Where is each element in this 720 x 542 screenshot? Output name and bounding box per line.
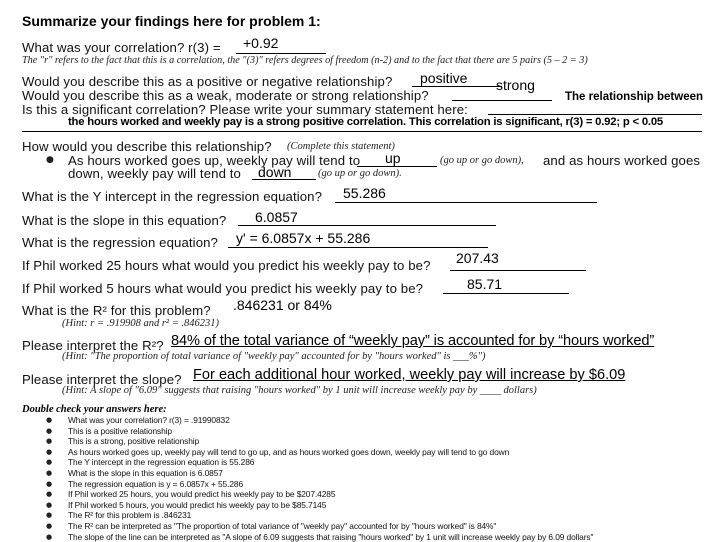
- answer-predict-5: 85.71: [467, 276, 503, 292]
- answer-line: [236, 53, 326, 54]
- answer-line: [357, 166, 437, 167]
- hint-interpret-slope: (Hint: A slope of "6.09" suggests that raising "hours worked" by 1 unit will increase weekly pay by ____ dollars): [62, 385, 537, 396]
- question-significance: Is this a significant correlation? Please write your summary statement here:: [22, 102, 468, 117]
- answer-intercept: 55.286: [343, 185, 386, 201]
- answer-go-down: down: [258, 164, 292, 180]
- answer-equation: y' = 6.0857x + 55.286: [236, 230, 371, 246]
- answer-interpret-slope: For each additional hour worked, weekly pay will increase by $6.09: [193, 367, 626, 383]
- question-strength: Would you describe this as a weak, moderate or strong relationship?: [22, 88, 429, 103]
- answer-line: [452, 100, 552, 101]
- hint-correlation: The "r" refers to the fact that this is a correlation, the "(3)" refers degrees of freedom (n-2) and to the fact that there are 5 pairs (5 – 2 = 3): [22, 55, 588, 66]
- bullet-icon: ●: [46, 500, 53, 509]
- double-check-item: This is a strong, positive relationship: [68, 436, 200, 447]
- double-check-item: The Y intercept in the regression equation is 55.286: [68, 457, 255, 468]
- answer-r-squared: .846231 or 84%: [233, 297, 332, 313]
- question-intercept: What is the Y intercept in the regression equation?: [22, 189, 323, 204]
- answer-line: [335, 202, 597, 203]
- question-interpret-slope: Please interpret the slope?: [22, 372, 182, 387]
- answer-summary-start: The relationship between: [565, 91, 704, 103]
- answer-line: [412, 86, 502, 87]
- bullet-icon: ●: [46, 469, 53, 477]
- statement-line1b: and as hours worked goes: [543, 153, 701, 168]
- bullet-icon: ●: [46, 522, 53, 530]
- statement-line1: As hours worked goes up, weekly pay will tend to: [68, 153, 361, 168]
- double-check-item: The slope of the line can be interpreted as "A slope of 6.09 suggests that raising "hours worked" by 1 unit will increase weekly pay by 6.09 dollars": [68, 531, 594, 542]
- question-r-squared: What is the R² for this problem?: [22, 303, 211, 318]
- hint-go-down: (go up or go down).: [318, 168, 402, 179]
- double-check-title: Double check your answers here:: [22, 404, 167, 415]
- question-interpret-r-squared: Please interpret the R²?: [22, 338, 164, 353]
- hint-go-up: (go up or go down),: [440, 155, 524, 166]
- answer-go-up: up: [385, 150, 401, 166]
- question-predict-5: If Phil worked 5 hours what would you predict his weekly pay to be?: [22, 281, 424, 296]
- answer-interpret-r-squared: 84% of the total variance of “weekly pay” is accounted for by “hours worked”: [171, 333, 655, 349]
- bullet-icon: ●: [46, 458, 53, 467]
- double-check-item: As hours worked goes up, weekly pay will tend to go up, and as hours worked goes down, weekly pay will tend to go down: [68, 446, 510, 457]
- answer-line: [238, 225, 496, 226]
- question-correlation: What was your correlation? r(3) =: [22, 40, 221, 55]
- bullet-icon: ●: [46, 437, 53, 446]
- bullet-icon: ●: [46, 447, 53, 456]
- bullet-icon: ●: [46, 511, 53, 520]
- statement-line2: down, weekly pay will tend to: [68, 166, 241, 181]
- answer-correlation: +0.92: [243, 35, 279, 51]
- question-equation: What is the regression equation?: [22, 235, 218, 250]
- double-check-item: The R² for this problem is .846231: [68, 510, 192, 521]
- hint-r-squared: (Hint: r = .919908 and r² = .846231): [62, 318, 220, 329]
- answer-predict-25: 207.43: [456, 250, 499, 266]
- bullet-icon: ●: [46, 479, 53, 488]
- hint-describe: (Complete this statement): [287, 141, 395, 152]
- answer-line: [443, 293, 569, 294]
- bullet-icon: ●: [46, 426, 53, 435]
- answer-line: [488, 114, 702, 115]
- question-direction: Would you describe this as a positive or negative relationship?: [22, 74, 393, 89]
- bullet-icon: ●: [46, 490, 53, 499]
- answer-line: [228, 247, 488, 248]
- double-check-item: The R² can be interpreted as "The proportion of total variance of "weekly pay" accounted for by "hours worked" is 84%": [68, 521, 497, 531]
- double-check-item: If Phil worked 25 hours, you would predict his weekly pay to be $207.4285: [68, 489, 336, 500]
- question-predict-25: If Phil worked 25 hours what would you predict his weekly pay to be?: [22, 258, 431, 273]
- question-describe: How would you describe this relationship?: [22, 139, 272, 154]
- double-check-item: The regression equation is y = 6.0857x + 55.286: [68, 478, 244, 489]
- double-check-item: What is the slope in this equation is 6.0857: [68, 468, 223, 478]
- answer-direction: positive: [420, 70, 468, 86]
- page-title: Summarize your findings here for problem 1:: [22, 13, 321, 29]
- hint-interpret-r-squared: (Hint: "The proportion of total variance of "weekly pay" accounted for by "hours worked" is ___%"): [62, 351, 486, 362]
- double-check-item: This is a positive relationship: [68, 425, 172, 436]
- bullet-icon: ●: [46, 155, 54, 165]
- answer-line: [450, 270, 586, 271]
- answer-line: [22, 131, 702, 132]
- bullet-icon: ●: [46, 416, 53, 424]
- answer-summary-continued: the hours worked and weekly pay is a strong positive correlation. This correlation is significant, r(3) = 0.92; p < 0.05: [68, 116, 664, 128]
- bullet-icon: ●: [46, 532, 53, 541]
- answer-slope: 6.0857: [255, 209, 298, 225]
- answer-strength: strong: [496, 77, 535, 93]
- double-check-item: If Phil worked 5 hours, you would predict his weekly pay to be $85.7145: [68, 499, 327, 510]
- double-check-item: What was your correlation? r(3) = .91990832: [68, 415, 230, 425]
- question-slope: What is the slope in this equation?: [22, 213, 227, 228]
